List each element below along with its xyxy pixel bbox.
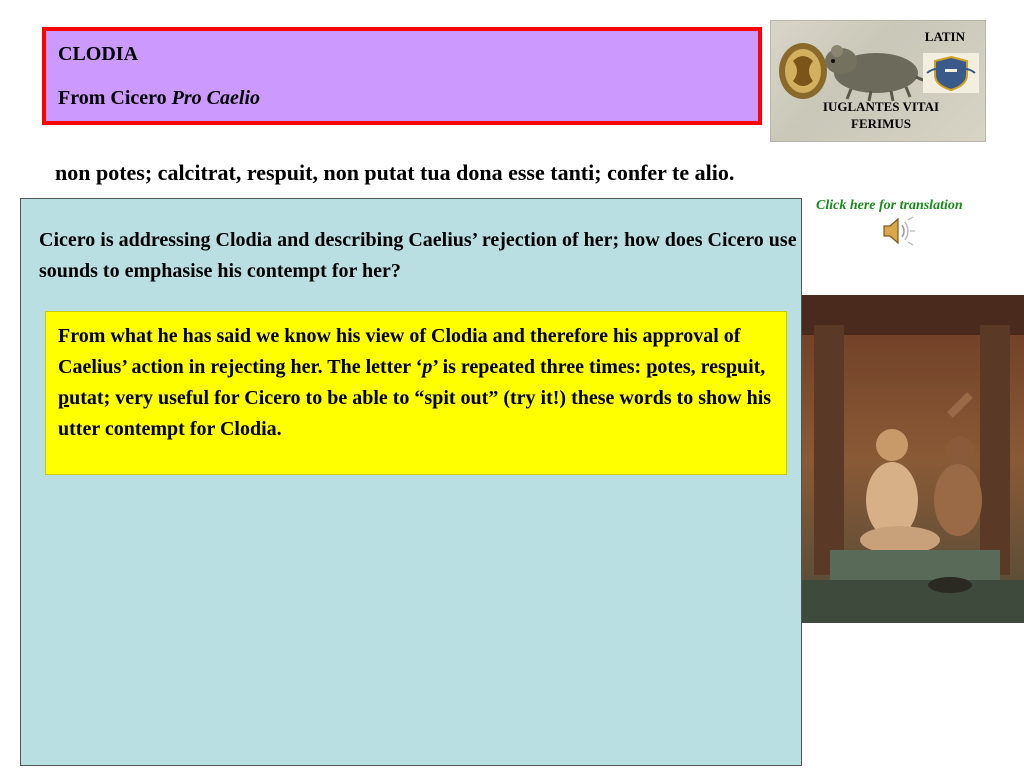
slide-title: CLODIA	[58, 43, 139, 65]
answer-letter: p	[422, 356, 433, 378]
slide-subtitle	[58, 87, 260, 110]
latin-logo	[770, 20, 986, 142]
motto-line-1: IUGLANTES VITAI	[822, 99, 940, 114]
speaker-icon[interactable]	[880, 215, 916, 247]
motto-line-2: FERIMUS	[851, 116, 911, 131]
answer-part-1: From what he has said we know his view of Clodia and therefore his approval of Caelius’ action in rejecting her. The letter ‘	[58, 325, 741, 378]
latin-text: non potes; calcitrat, respuit, non putat tua dona esse tanti; confer te alio.	[55, 160, 735, 185]
question-panel	[20, 198, 802, 766]
answer-part-2: ’ is repeated three times:	[432, 356, 647, 378]
answer-word-2: uit,	[736, 356, 766, 378]
fresco-image	[800, 295, 1024, 623]
answer-word-1: otes, res	[657, 356, 726, 378]
question-text: Cicero is addressing Clodia and describing Caelius’ rejection of her; how does Cicero use sounds to emphasise his contempt for her?	[39, 229, 797, 282]
underlined-p-3: p	[58, 387, 70, 409]
translation-link[interactable]: Click here for translation	[816, 198, 963, 213]
underlined-p-1: p	[646, 356, 658, 378]
crest-icon	[923, 53, 979, 93]
logo-motto	[791, 98, 971, 132]
subtitle-prefix: From Cicero	[58, 87, 172, 109]
work-title: Pro Caelio	[171, 87, 261, 109]
title-box	[42, 27, 762, 125]
answer-box	[45, 311, 787, 475]
underlined-p-2: p	[725, 356, 737, 378]
logo-label: LATIN	[924, 29, 965, 44]
answer-part-3: utat; very useful for Cicero to be able to “spit out” (try it!) these words to show his utter contempt for Clodia.	[58, 387, 772, 440]
